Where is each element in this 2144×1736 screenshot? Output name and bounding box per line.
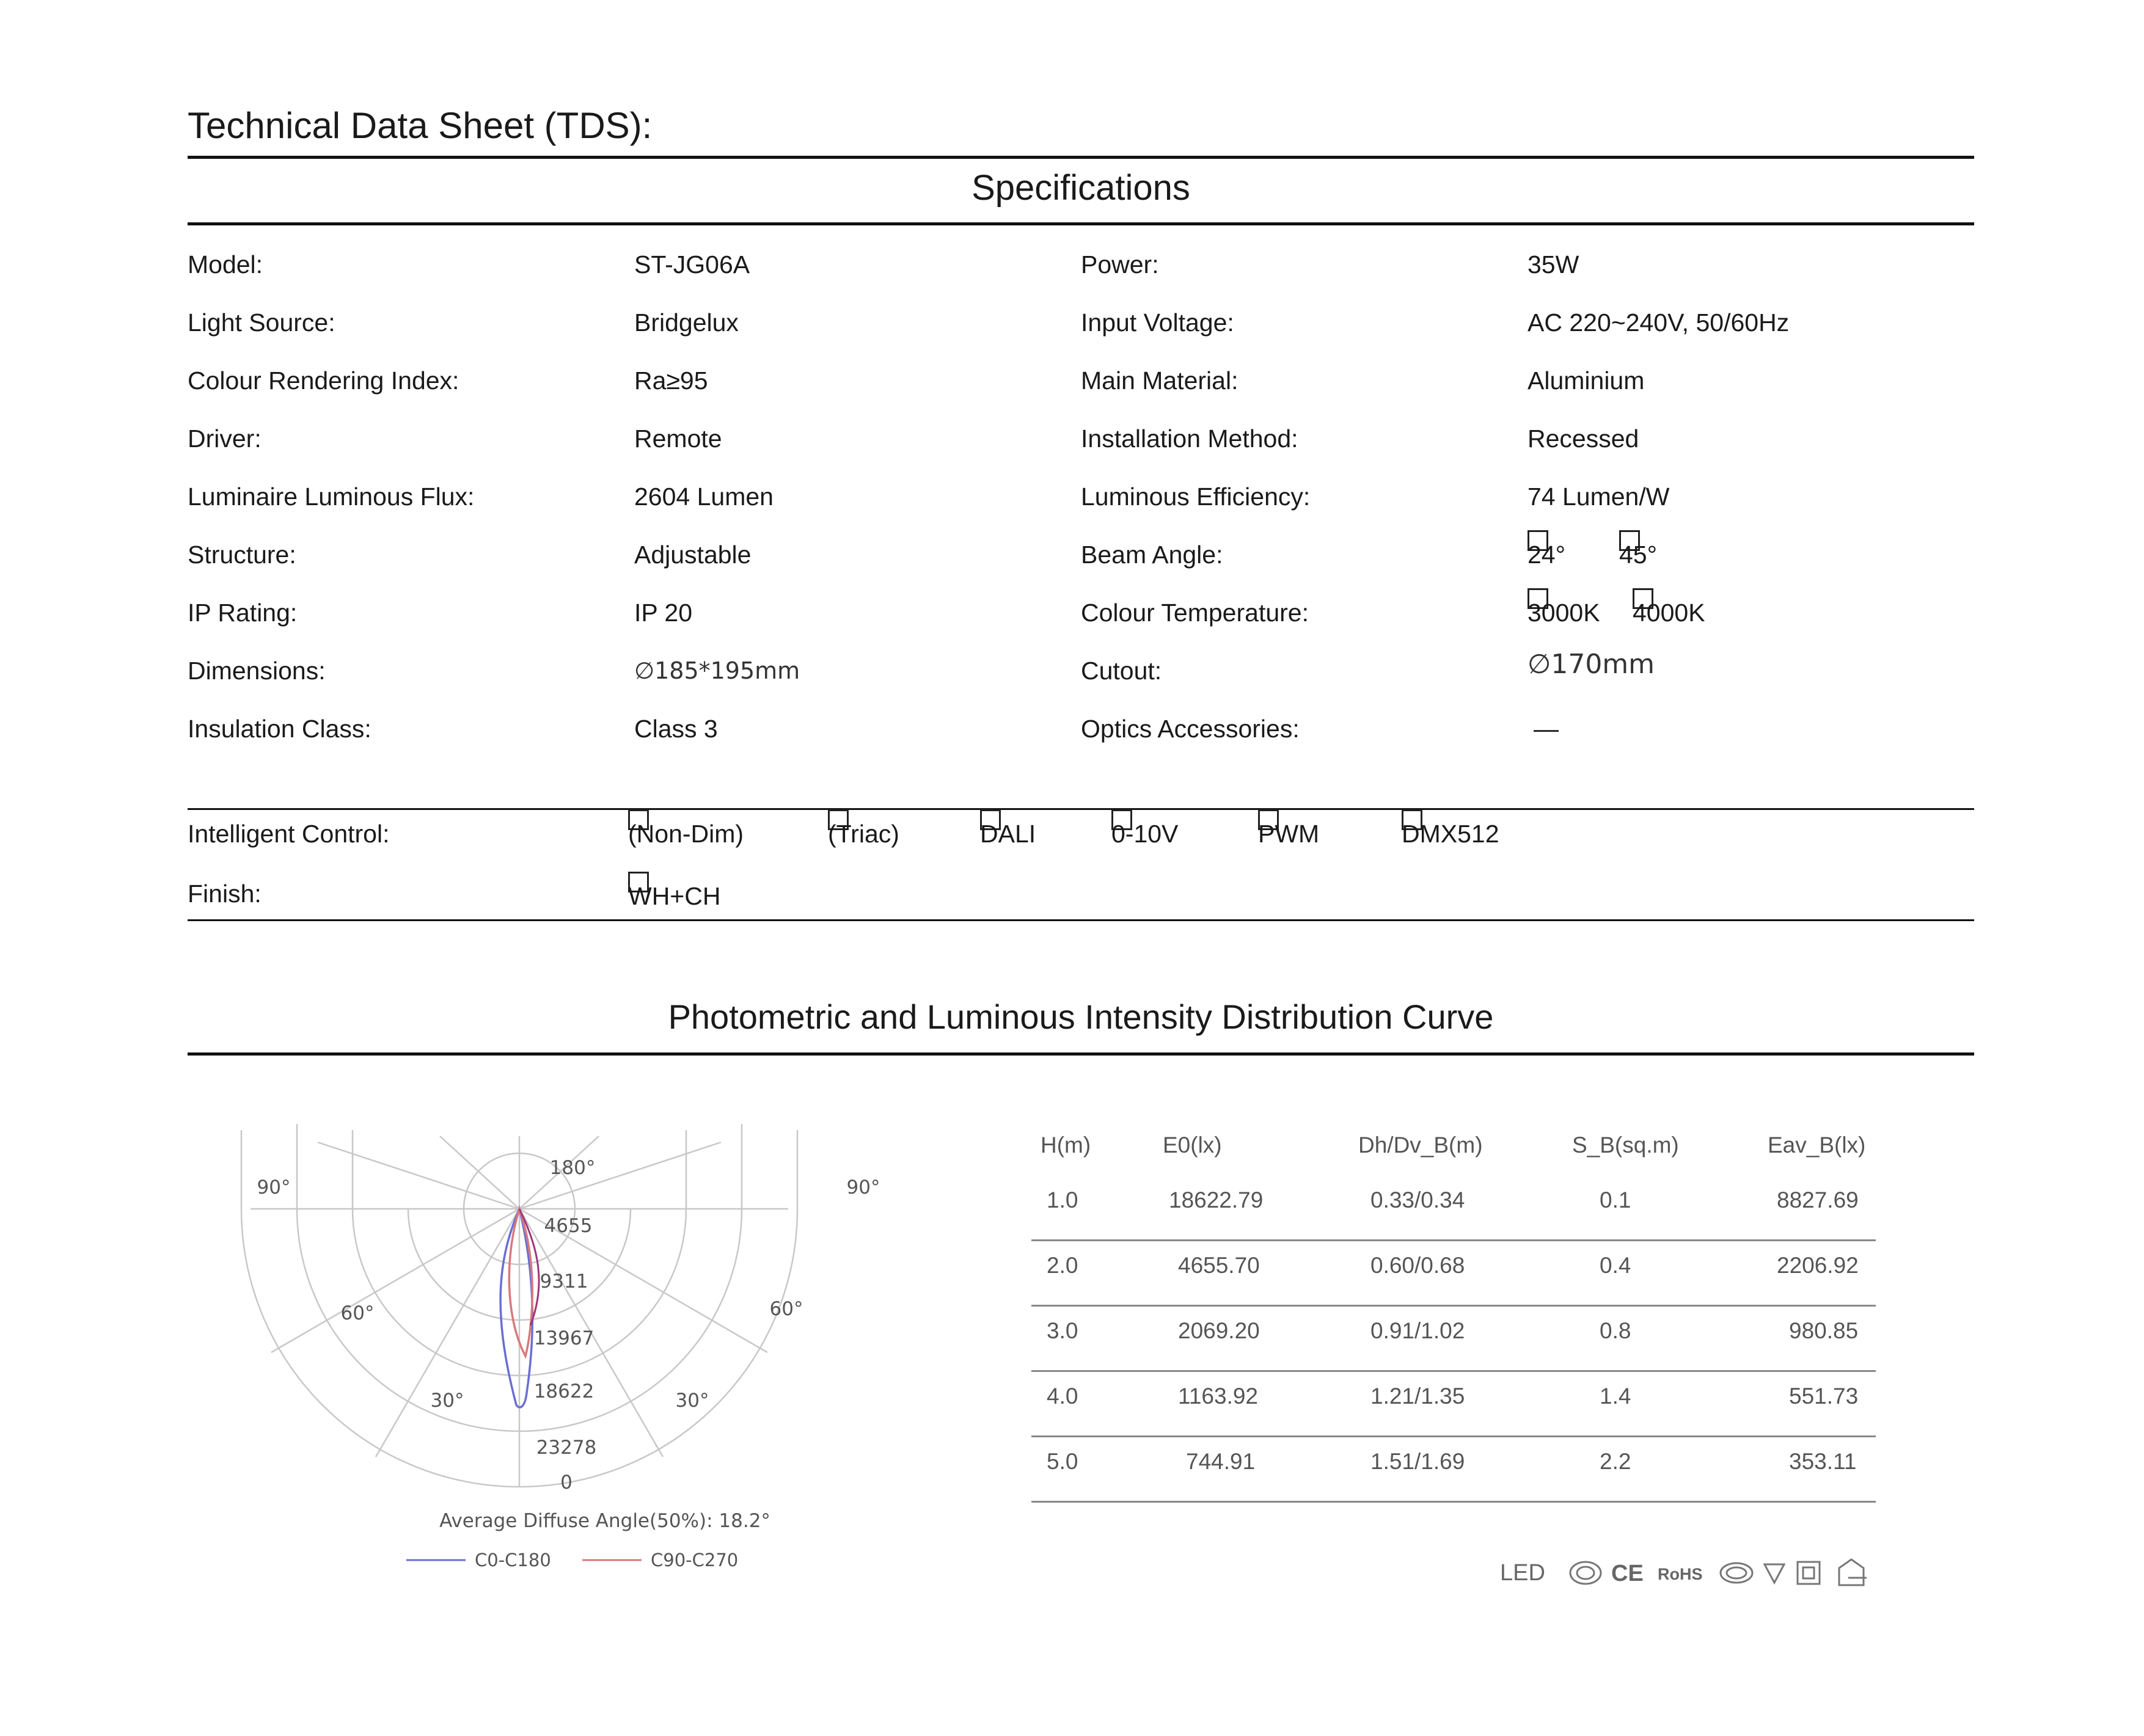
table-cell: 2206.92 — [1777, 1253, 1859, 1278]
spec-value: Class 3 — [634, 715, 718, 743]
table-row — [1031, 1437, 1876, 1503]
table-cell: 1.21/1.35 — [1370, 1384, 1465, 1409]
spec-value: Recessed — [1528, 425, 1639, 453]
column-header: Dh/Dv_B(m) — [1358, 1132, 1483, 1158]
column-header: Eav_B(lx) — [1768, 1132, 1866, 1158]
spec-row — [188, 646, 1974, 695]
angle-label-bottom: 0 — [560, 1472, 573, 1493]
spec-label: Model: — [188, 250, 263, 279]
spec-value: IP 20 — [634, 599, 692, 627]
table-cell: 8827.69 — [1777, 1187, 1859, 1213]
table-cell: 4655.70 — [1178, 1253, 1260, 1278]
finish-label: Finish: — [188, 880, 262, 908]
average-diffuse-angle-note: Average Diffuse Angle(50%): 18.2° — [439, 1510, 770, 1532]
table-header — [1031, 1121, 1876, 1176]
ring-value: 13967 — [533, 1327, 595, 1349]
table-cell: 4.0 — [1047, 1384, 1078, 1409]
table-cell: 0.8 — [1600, 1318, 1631, 1343]
table-cell: 0.4 — [1600, 1253, 1631, 1278]
installation-house-icon — [1839, 1559, 1867, 1585]
table-cell: 18622.79 — [1169, 1187, 1264, 1213]
table-cell: 2.0 — [1047, 1253, 1078, 1278]
spec-row — [188, 240, 1974, 289]
spec-value: ∅185*195mm — [634, 657, 800, 684]
angle-label-30-right: 30° — [675, 1390, 709, 1412]
angle-label-60-right: 60° — [769, 1298, 803, 1320]
table-row — [1031, 1307, 1876, 1372]
table-cell: 1.4 — [1600, 1384, 1631, 1409]
ce-mark: CE — [1611, 1561, 1644, 1586]
control-bottom-rule — [188, 919, 1974, 921]
certification-marks — [1500, 1555, 1879, 1591]
legend-label-c0: C0-C180 — [475, 1550, 551, 1570]
document-title: Technical Data Sheet (TDS): — [188, 105, 653, 146]
spec-value: Adjustable — [634, 541, 752, 569]
angle-label-60-left: 60° — [340, 1302, 375, 1324]
table-cell: 744.91 — [1186, 1449, 1256, 1474]
table-cell: 2.2 — [1600, 1449, 1631, 1474]
spec-value: — — [1534, 715, 1559, 743]
spec-label: Dimensions: — [188, 657, 326, 685]
rohs-mark: RoHS — [1658, 1565, 1703, 1583]
cqc-icon — [1721, 1563, 1752, 1583]
table-cell: 3.0 — [1047, 1318, 1078, 1343]
spec-row — [188, 414, 1974, 463]
spec-row — [188, 472, 1974, 521]
spec-row — [188, 298, 1974, 347]
polar-ring-upper — [686, 1124, 797, 1209]
column-header: S_B(sq.m) — [1572, 1132, 1679, 1158]
angle-label-90-right: 90° — [846, 1176, 880, 1198]
spec-label: Colour Temperature: — [1081, 599, 1309, 627]
angle-label-30-left: 30° — [430, 1390, 464, 1412]
ring-value: 23278 — [536, 1437, 597, 1459]
intelligent-control-label: Intelligent Control: — [188, 820, 390, 848]
table-cell: 1163.92 — [1178, 1384, 1258, 1409]
spec-label: Installation Method: — [1081, 425, 1298, 453]
table-cell: 1.51/1.69 — [1370, 1449, 1465, 1474]
spec-value: 2604 Lumen — [634, 483, 774, 511]
spec-label: Optics Accessories: — [1081, 715, 1300, 743]
ring-value: 4655 — [544, 1215, 593, 1237]
spec-row: IP Rating: IP 20 Colour Temperature: 3000K 4000K — [188, 588, 1974, 637]
spec-label: Light Source: — [188, 308, 335, 337]
spec-label: Insulation Class: — [188, 715, 371, 743]
table-cell: 0.33/0.34 — [1370, 1187, 1465, 1213]
spec-value: AC 220~240V, 50/60Hz — [1528, 308, 1790, 337]
legend-label-c90: C90-C270 — [651, 1550, 739, 1570]
column-header: H(m) — [1041, 1132, 1091, 1158]
ring-value: 9311 — [540, 1271, 588, 1293]
spec-label: Cutout: — [1081, 657, 1162, 685]
table-cell: 0.91/1.02 — [1370, 1318, 1465, 1343]
spec-label: Beam Angle: — [1081, 541, 1223, 569]
angle-label-top: 180° — [549, 1157, 596, 1179]
table-cell: 2069.20 — [1178, 1318, 1260, 1343]
specifications-rule — [188, 222, 1974, 225]
spec-label: IP Rating: — [188, 599, 298, 627]
led-mark: LED — [1500, 1560, 1545, 1586]
photometric-rule — [188, 1052, 1974, 1056]
downlight-triangle-icon — [1765, 1564, 1784, 1583]
spec-label: Input Voltage: — [1081, 308, 1234, 337]
table-cell: 980.85 — [1789, 1318, 1859, 1343]
finish-row: Finish: WH+CH — [188, 870, 1974, 919]
polar-distribution-diagram — [238, 1124, 898, 1600]
spec-row: Structure: Adjustable Beam Angle: 24° 45° — [188, 530, 1974, 579]
ring-value: 18622 — [533, 1380, 595, 1402]
spec-value: Aluminium — [1528, 367, 1645, 395]
table-row — [1031, 1372, 1876, 1437]
class-ii-square-icon — [1798, 1562, 1820, 1584]
spec-value: ∅170mm — [1528, 649, 1655, 680]
ccc-icon — [1570, 1562, 1601, 1584]
angle-label-90-left: 90° — [257, 1176, 291, 1198]
spec-value: ST-JG06A — [634, 250, 750, 279]
polar-spoke — [440, 1136, 519, 1209]
table-row — [1031, 1241, 1876, 1307]
spec-value: Ra≥95 — [634, 367, 708, 395]
polar-labels — [257, 1157, 880, 1532]
spec-label: Luminous Efficiency: — [1081, 483, 1311, 511]
illuminance-table — [1031, 1121, 1876, 1503]
table-row — [1031, 1176, 1876, 1241]
spec-label: Driver: — [188, 425, 262, 453]
table-cell: 1.0 — [1047, 1187, 1078, 1213]
title-rule — [188, 156, 1974, 159]
polar-grid — [241, 1124, 797, 1487]
spec-value: 35W — [1528, 250, 1579, 279]
spec-label: Structure: — [188, 541, 296, 569]
spec-label: Colour Rendering Index: — [188, 367, 459, 395]
table-cell: 551.73 — [1789, 1384, 1859, 1409]
table-cell: 0.60/0.68 — [1370, 1253, 1465, 1278]
spec-value: 74 Lumen/W — [1528, 483, 1670, 511]
table-cell: 353.11 — [1789, 1449, 1857, 1474]
spec-value: Bridgelux — [634, 308, 739, 337]
specifications-heading: Specifications — [971, 168, 1190, 208]
polar-spoke — [318, 1142, 519, 1209]
intelligent-control-row: Intelligent Control: (Non-Dim) (Triac) DALI 0-10V PWM DMX512 — [188, 809, 1974, 858]
table-cell: 5.0 — [1047, 1449, 1078, 1474]
spec-row — [188, 356, 1974, 405]
polar-legend — [406, 1550, 738, 1570]
spec-row — [188, 704, 1974, 753]
photometric-heading: Photometric and Luminous Intensity Distribution Curve — [668, 997, 1494, 1036]
column-header: E0(lx) — [1163, 1132, 1222, 1158]
spec-label: Luminaire Luminous Flux: — [188, 483, 475, 511]
spec-value: Remote — [634, 425, 722, 453]
spec-label: Power: — [1081, 250, 1159, 279]
spec-label: Main Material: — [1081, 367, 1238, 395]
table-cell: 0.1 — [1600, 1187, 1631, 1213]
